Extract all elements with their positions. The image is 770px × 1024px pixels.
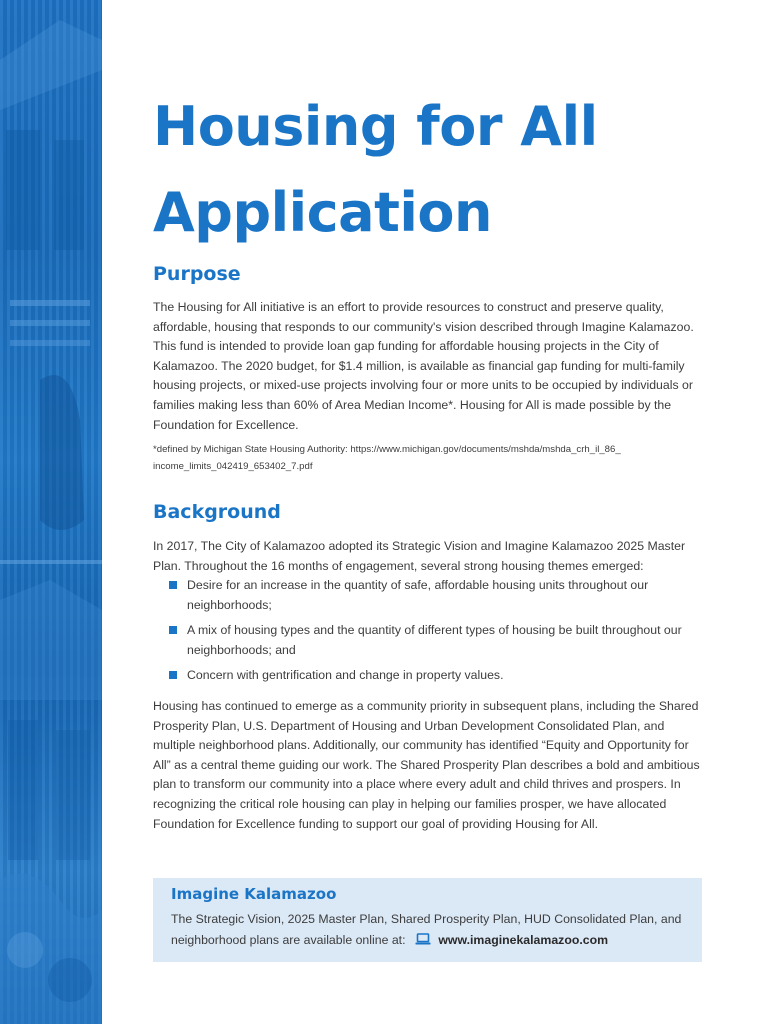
background-intro: In 2017, The City of Kalamazoo adopted its Strategic Vision and Imagine Kalamazoo 2025 Master Plan. Throughout the 16 months of engagement, several strong housing themes emerged: bbox=[153, 539, 686, 573]
title-line-2: Application bbox=[153, 181, 492, 244]
list-item: A mix of housing types and the quantity of different types of housing be built throughout our neighborhoods; and bbox=[167, 621, 707, 660]
building-photo-illustration bbox=[0, 0, 102, 1024]
background-paragraph: Housing has continued to emerge as a community priority in subsequent plans, including the Shared Prosperity Plan, U.S. Department of Housing and Urban Development Consolidated Plan, and multiple neighborhood plans. Additionally, our community has identified “Equity and Opportunity for All” as a central theme guiding our work. The Shared Prosperity Plan describes a bold and ambitious plan to transform our community into a place where every adult and child thrives and prospers. In recognizing the critical role housing can play in helping our families prosper, we have allocated Foundation for Excellence funding to support our goal of providing Housing for All. bbox=[153, 699, 700, 831]
list-item: Desire for an increase in the quantity of safe, affordable housing units throughout our neighborhoods; bbox=[167, 576, 707, 615]
purpose-footnote: *defined by Michigan State Housing Authority: https://www.michigan.gov/documents/mshda/mshda_crh_il_86_ income_limits_042419_653402_7.pdf bbox=[153, 444, 621, 472]
purpose-paragraph: The Housing for All initiative is an effort to provide resources to construct and preserve quality, affordable, housing that responds to our community's vision described through Imagine Kalamazoo. This fund is intended to provide loan gap funding for affordable housing projects in the City of Kalamazoo. The 2020 budget, for $1.4 million, is available as financial gap funding for multi-family housing projects, or mixed-use projects involving four or more units to be occupied by individuals or families making less than 60% of Area Median Income*. Housing for All is made possible by the Foundation for Excellence. bbox=[153, 300, 694, 432]
callout-title: Imagine Kalamazoo bbox=[171, 885, 337, 903]
imagine-kalamazoo-link[interactable]: www.imaginekalamazoo.com bbox=[438, 933, 609, 947]
sidebar-photo-panel bbox=[0, 0, 102, 1024]
page-title bbox=[153, 84, 713, 256]
background-heading: Background bbox=[153, 501, 281, 523]
list-item: Concern with gentrification and change in property values. bbox=[167, 666, 707, 686]
laptop-icon bbox=[415, 931, 431, 943]
callout-description: The Strategic Vision, 2025 Master Plan, Shared Prosperity Plan, HUD Consolidated Plan, and neighborhood plans are available online at: bbox=[171, 912, 682, 947]
title-line-1: Housing for All bbox=[153, 95, 598, 158]
purpose-heading: Purpose bbox=[153, 263, 241, 285]
themes-list bbox=[167, 576, 707, 692]
callout-text bbox=[171, 909, 696, 951]
imagine-kalamazoo-callout bbox=[153, 878, 702, 962]
